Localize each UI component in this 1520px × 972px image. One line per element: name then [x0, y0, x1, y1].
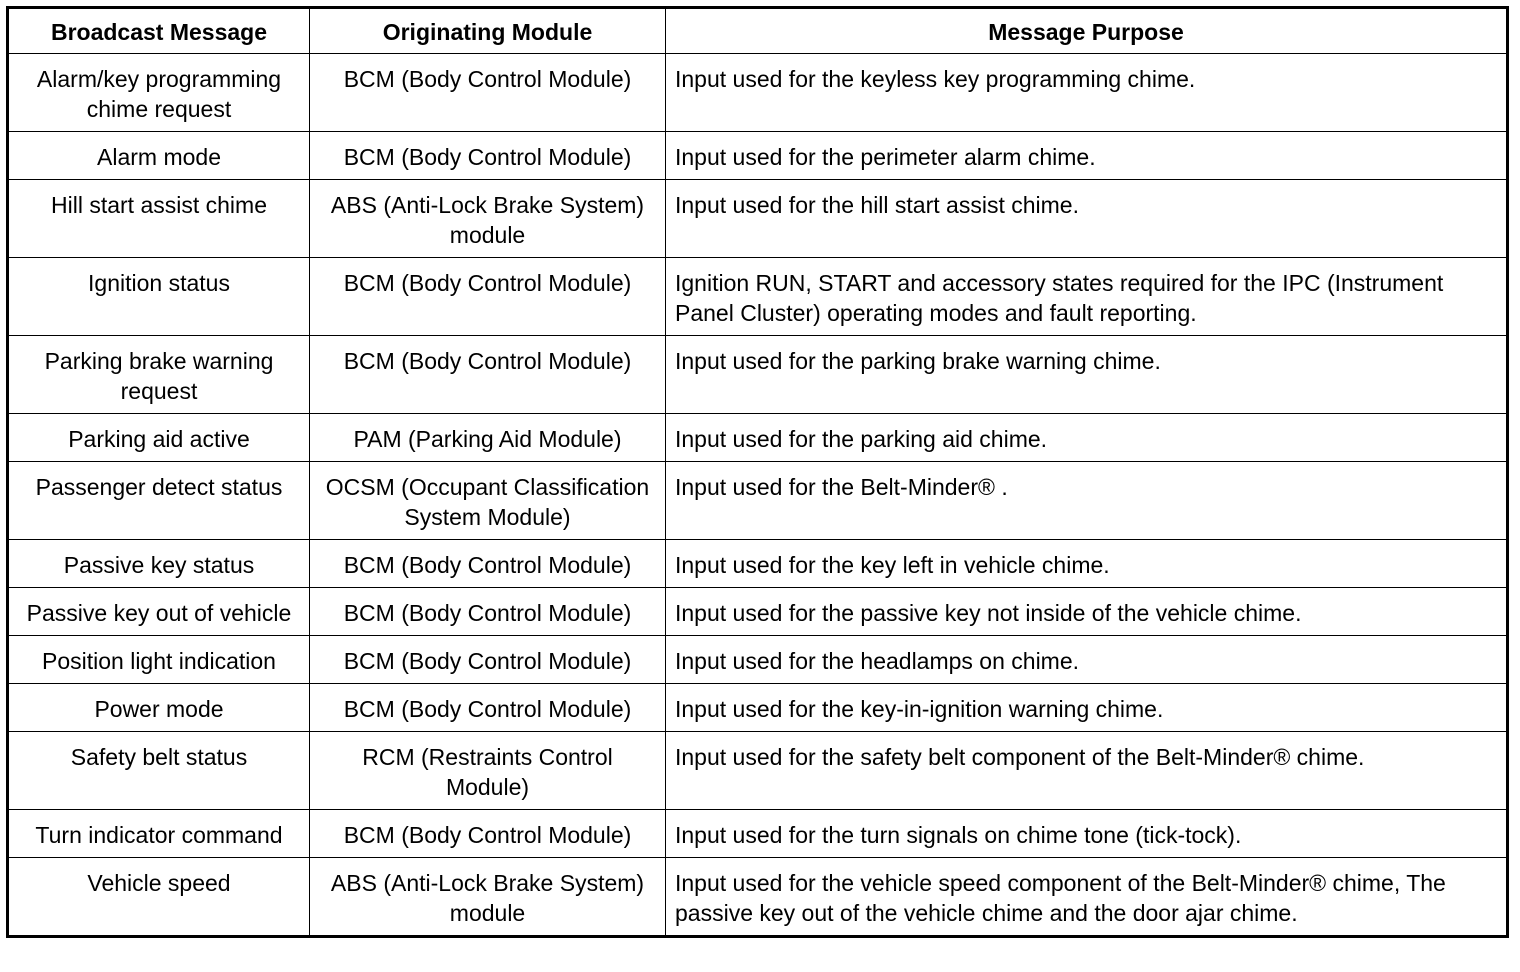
- message-purpose-cell: Input used for the turn signals on chime tone (tick-tock).: [666, 810, 1508, 858]
- table-row: [8, 54, 1508, 132]
- table-body: [8, 54, 1508, 937]
- table-row: [8, 258, 1508, 336]
- originating-module-cell: ABS (Anti-Lock Brake System) module: [310, 180, 666, 258]
- originating-module-cell: BCM (Body Control Module): [310, 588, 666, 636]
- broadcast-message-cell: Position light indication: [8, 636, 310, 684]
- broadcast-message-cell: Alarm mode: [8, 132, 310, 180]
- table-row: [8, 414, 1508, 462]
- header-broadcast-message: Broadcast Message: [8, 8, 310, 54]
- originating-module-cell: ABS (Anti-Lock Brake System) module: [310, 858, 666, 937]
- table-row: [8, 132, 1508, 180]
- broadcast-message-cell: Power mode: [8, 684, 310, 732]
- message-purpose-cell: Input used for the keyless key programming chime.: [666, 54, 1508, 132]
- message-purpose-cell: Input used for the key left in vehicle chime.: [666, 540, 1508, 588]
- table-row: [8, 684, 1508, 732]
- broadcast-message-cell: Alarm/key programming chime request: [8, 54, 310, 132]
- originating-module-cell: BCM (Body Control Module): [310, 636, 666, 684]
- broadcast-message-table: [6, 6, 1509, 938]
- originating-module-cell: BCM (Body Control Module): [310, 132, 666, 180]
- table-row: [8, 462, 1508, 540]
- broadcast-message-cell: Passenger detect status: [8, 462, 310, 540]
- originating-module-cell: BCM (Body Control Module): [310, 336, 666, 414]
- originating-module-cell: RCM (Restraints Control Module): [310, 732, 666, 810]
- table-header-row: [8, 8, 1508, 54]
- table-row: [8, 810, 1508, 858]
- broadcast-message-cell: Parking brake warning request: [8, 336, 310, 414]
- table-row: [8, 732, 1508, 810]
- table-row: [8, 540, 1508, 588]
- originating-module-cell: OCSM (Occupant Classification System Module): [310, 462, 666, 540]
- message-purpose-cell: Ignition RUN, START and accessory states required for the IPC (Instrument Panel Cluster) operating modes and fault reporting.: [666, 258, 1508, 336]
- message-purpose-cell: Input used for the key-in-ignition warning chime.: [666, 684, 1508, 732]
- broadcast-message-cell: Vehicle speed: [8, 858, 310, 937]
- broadcast-message-cell: Passive key status: [8, 540, 310, 588]
- table-row: [8, 180, 1508, 258]
- header-originating-module: Originating Module: [310, 8, 666, 54]
- table-row: [8, 636, 1508, 684]
- message-purpose-cell: Input used for the hill start assist chime.: [666, 180, 1508, 258]
- broadcast-message-cell: Passive key out of vehicle: [8, 588, 310, 636]
- originating-module-cell: BCM (Body Control Module): [310, 540, 666, 588]
- header-message-purpose: Message Purpose: [666, 8, 1508, 54]
- message-purpose-cell: Input used for the headlamps on chime.: [666, 636, 1508, 684]
- broadcast-message-cell: Hill start assist chime: [8, 180, 310, 258]
- originating-module-cell: PAM (Parking Aid Module): [310, 414, 666, 462]
- broadcast-message-cell: Turn indicator command: [8, 810, 310, 858]
- message-purpose-cell: Input used for the vehicle speed component of the Belt-Minder® chime, The passive key out of the vehicle chime and the door ajar chime.: [666, 858, 1508, 937]
- message-purpose-cell: Input used for the passive key not inside of the vehicle chime.: [666, 588, 1508, 636]
- broadcast-message-cell: Ignition status: [8, 258, 310, 336]
- originating-module-cell: BCM (Body Control Module): [310, 54, 666, 132]
- originating-module-cell: BCM (Body Control Module): [310, 810, 666, 858]
- broadcast-message-cell: Safety belt status: [8, 732, 310, 810]
- message-purpose-cell: Input used for the Belt-Minder® .: [666, 462, 1508, 540]
- message-purpose-cell: Input used for the perimeter alarm chime.: [666, 132, 1508, 180]
- message-purpose-cell: Input used for the safety belt component of the Belt-Minder® chime.: [666, 732, 1508, 810]
- table-row: [8, 858, 1508, 937]
- table-row: [8, 336, 1508, 414]
- originating-module-cell: BCM (Body Control Module): [310, 684, 666, 732]
- broadcast-message-cell: Parking aid active: [8, 414, 310, 462]
- message-purpose-cell: Input used for the parking brake warning chime.: [666, 336, 1508, 414]
- table-row: [8, 588, 1508, 636]
- originating-module-cell: BCM (Body Control Module): [310, 258, 666, 336]
- message-purpose-cell: Input used for the parking aid chime.: [666, 414, 1508, 462]
